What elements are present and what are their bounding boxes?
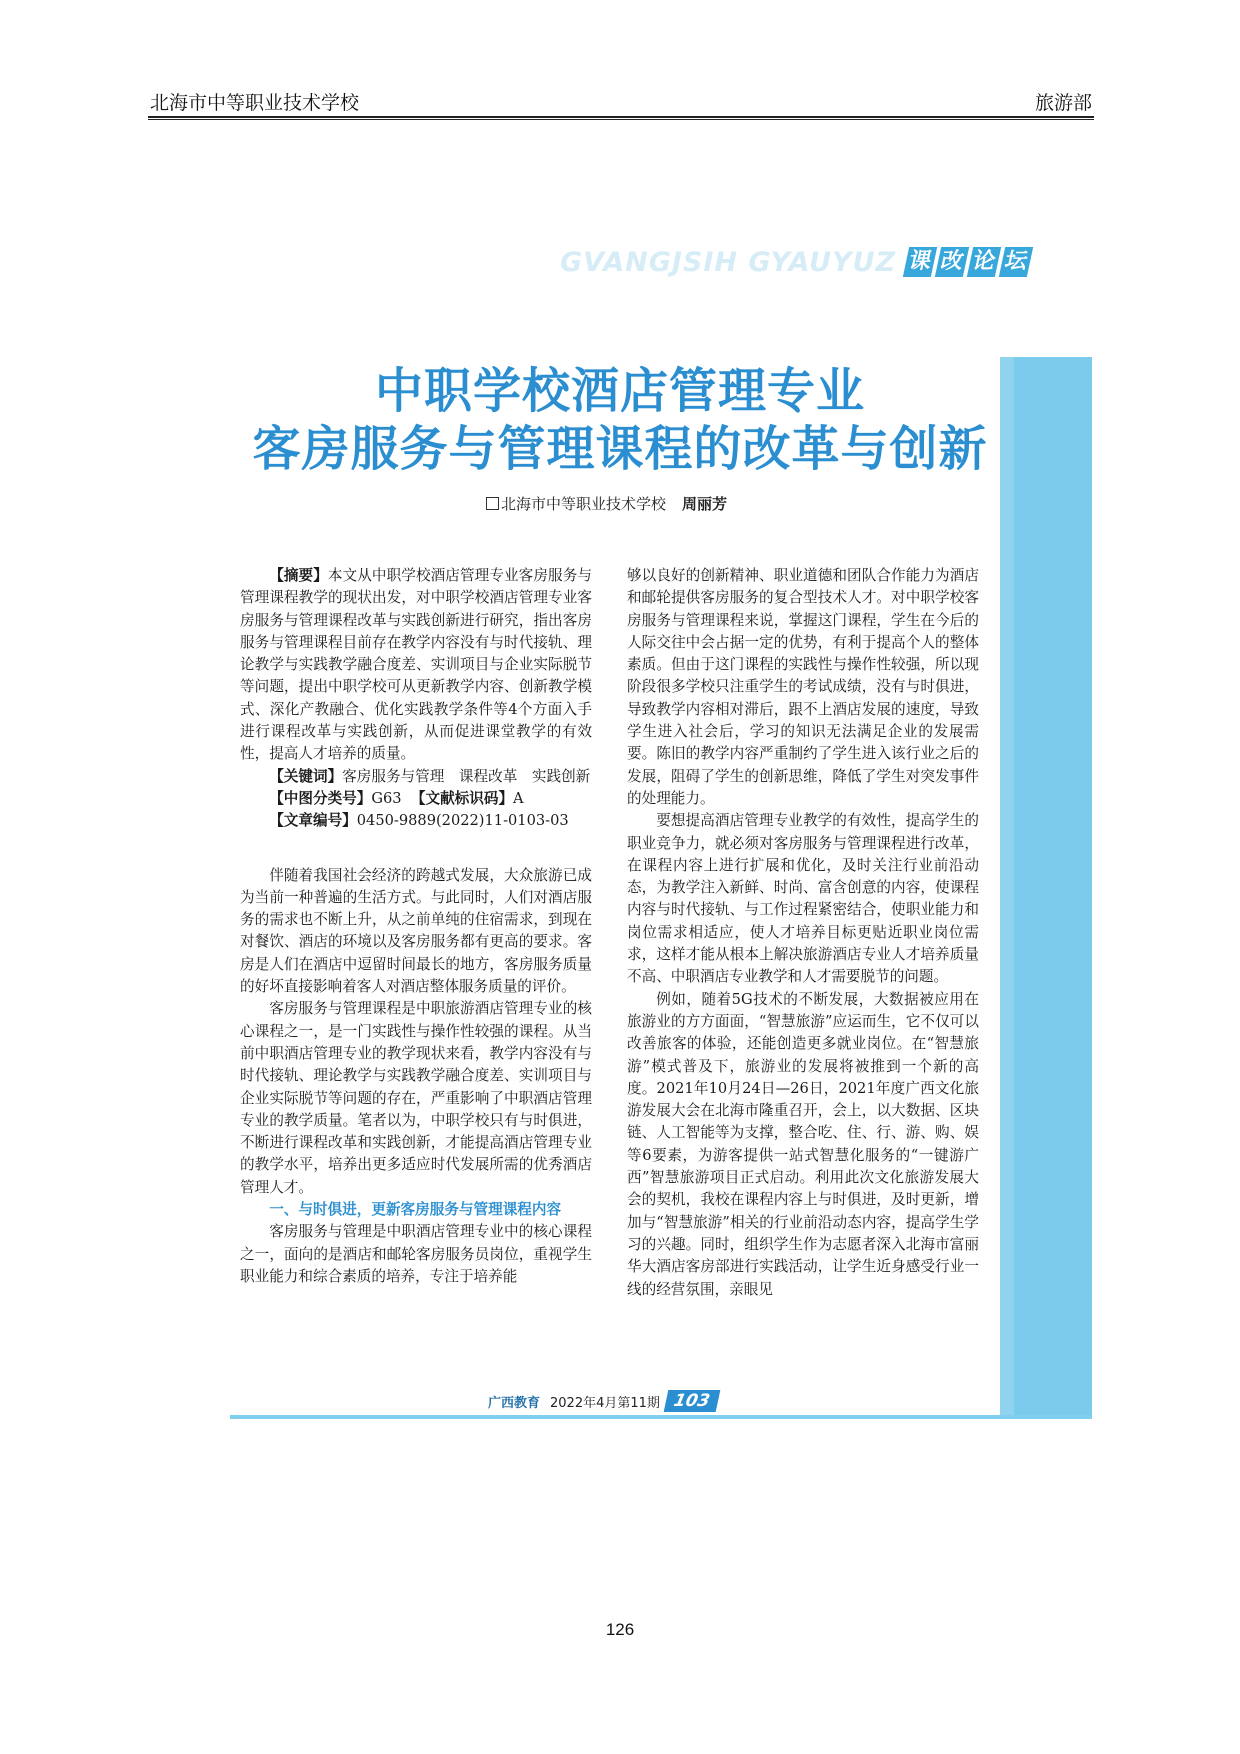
article-byline xyxy=(486,493,727,514)
classification xyxy=(240,788,592,810)
side-color-bar-inner xyxy=(1014,357,1092,1415)
body-paragraph: 要想提高酒店管理专业教学的有效性，提高学生的职业竞争力，就必须对客房服务与管理课程进行改革，在课程内容上进行扩展和优化，及时关注行业前沿动态，为教学注入新鲜、时尚、富含创意的内容，使课程内容与时代接轨、与工作过程紧密结合，使职业能力和岗位需求相适应，使人才培养目标更贴近职业岗位需求，这样才能从根本上解决旅游酒店专业人才培养质量不高、中职酒店专业教学和人才需要脱节的问题。 xyxy=(627,812,979,986)
magazine-name: 广西教育 xyxy=(488,1395,541,1411)
article-title-line2: 客房服务与管理课程的改革与创新 xyxy=(252,421,988,477)
section-tag-char: 改 xyxy=(935,247,969,277)
doc-code-text: A xyxy=(513,789,524,807)
header-rule xyxy=(148,116,1094,118)
article-number-text: 0450-9889(2022)11-0103-03 xyxy=(356,812,569,830)
bottom-color-rule xyxy=(230,1415,1092,1419)
body-paragraph: 例如，随着5G技术的不断发展，大数据被应用在旅游业的方方面面，“智慧旅游”应运而生，它不仅可以改善旅客的体验，还能创造更多就业岗位。在“智慧旅游”模式普及下，旅游业的发展将被推到一个新的高度。2021年10月24日—26日，2021年度广西文化旅游发展大会在北海市隆重召开，会上，以大数据、区块链、人工智能等为支撑，整合吃、住、行、游、购、娱等6要素，为游客提供一站式智慧化服务的“一键游广西”智慧旅游项目正式启动。利用此次文化旅游发展大会的契机，我校在课程内容上与时俱进，及时更新，增加与“智慧旅游”相关的行业前沿动态内容，提高学生学习的兴趣。同时，组织学生作为志愿者深入北海市富丽华大酒店客房部进行实践活动，让学生近身感受行业一线的经营氛围，亲眼见 xyxy=(627,990,979,1298)
square-bullet-icon xyxy=(486,497,499,510)
doc-code-label: 【文献标识码】 xyxy=(410,789,514,807)
abstract-text: 本文从中职学校酒店管理专业客房服务与管理课程教学的现状出发，对中职学校酒店管理专业客房服务与管理课程改革与实践创新进行研究，指出客房服务与管理课程目前存在教学内容没有与时代接轨、理论教学与实践教学融合度差、实训项目与企业实际脱节等问题，提出中职学校可从更新教学内容、创新教学模式、深化产教融合、优化实践教学条件等4个方面入手进行课程改革与实践创新，从而促进课堂教学的有效性，提高人才培养的质量。 xyxy=(240,567,592,763)
section-tag-char: 论 xyxy=(967,247,1001,277)
left-column xyxy=(240,565,592,1288)
section-tag xyxy=(560,245,1030,279)
article-number xyxy=(240,810,592,832)
header-rule-thin xyxy=(148,119,1094,120)
section-tag-chars xyxy=(902,247,1030,277)
section-tag-latin: GVANGJSIH GYAUYUZ xyxy=(560,246,897,278)
article-number-label: 【文章编号】 xyxy=(269,812,357,830)
header-department: 旅游部 xyxy=(1034,92,1092,114)
body-paragraph: 客房服务与管理课程是中职旅游酒店管理专业的核心课程之一，是一门实践性与操作性较强的课程。从当前中职酒店管理专业的教学现状来看，教学内容没有与时代接轨、理论教学与实践教学融合度差、实训项目与企业实际脱节等问题的存在，严重影响了中职酒店管理专业的教学质量。笔者以为，中职学校只有与时俱进，不断进行课程改革和实践创新，才能提高酒店管理专业的教学水平，培养出更多适应时代发展所需的优秀酒店管理人才。 xyxy=(240,1000,592,1196)
journal-page-number: 103 xyxy=(664,1390,720,1412)
author-name: 周丽芳 xyxy=(682,495,728,513)
issue-info: 2022年4月第11期 xyxy=(550,1395,660,1411)
journal-footer xyxy=(488,1389,717,1413)
abstract-label: 【摘要】 xyxy=(269,567,328,584)
section-tag-char: 课 xyxy=(903,247,937,277)
spacer xyxy=(240,833,592,865)
page-number: 126 xyxy=(605,1620,635,1639)
header-school: 北海市中等职业技术学校 xyxy=(150,92,360,114)
body-paragraph: 伴随着我国社会经济的跨越式发展，大众旅游已成为当前一种普遍的生活方式。与此同时，人们对酒店服务的需求也不断上升，从之前单纯的住宿需求，到现在对餐饮、酒店的环境以及客房服务都有更高的要求。客房是人们在酒店中逗留时间最长的地方，客房服务质量的好坏直接影响着客人对酒店整体服务质量的评价。 xyxy=(240,866,592,996)
right-column xyxy=(627,565,979,1301)
keywords-label: 【关键词】 xyxy=(269,767,343,785)
abstract xyxy=(240,565,592,766)
clc-label: 【中图分类号】 xyxy=(269,789,372,807)
section-heading: 一、与时俱进，更新客房服务与管理课程内容 xyxy=(269,1201,562,1219)
clc-text: G63 xyxy=(371,789,402,807)
author-affiliation: 北海市中等职业技术学校 xyxy=(501,495,667,513)
section-tag-char: 坛 xyxy=(999,247,1033,277)
body-paragraph: 客房服务与管理是中职酒店管理专业中的核心课程之一，面向的是酒店和邮轮客房服务员岗位，重视学生职业能力和综合素质的培养，专注于培养能 xyxy=(240,1223,592,1285)
keywords-text: 客房服务与管理 课程改革 实践创新 xyxy=(342,767,591,785)
article-title-line1: 中职学校酒店管理专业 xyxy=(374,363,865,419)
body-paragraph: 够以良好的创新精神、职业道德和团队合作能力为酒店和邮轮提供客房服务的复合型技术人才。对中职学校客房服务与管理课程来说，掌握这门课程，学生在今后的人际交往中会占据一定的优势，有利于提高个人的整体素质。但由于这门课程的实践性与操作性较强，所以现阶段很多学校只注重学生的考试成绩，没有与时俱进，导致教学内容相对滞后，跟不上酒店发展的速度，导致学生进入社会后，学习的知识无法满足企业的发展需要。陈旧的教学内容严重制约了学生进入该行业之后的发展，阻碍了学生的创新思维，降低了学生对突发事件的处理能力。 xyxy=(627,567,979,807)
keywords xyxy=(240,766,592,788)
